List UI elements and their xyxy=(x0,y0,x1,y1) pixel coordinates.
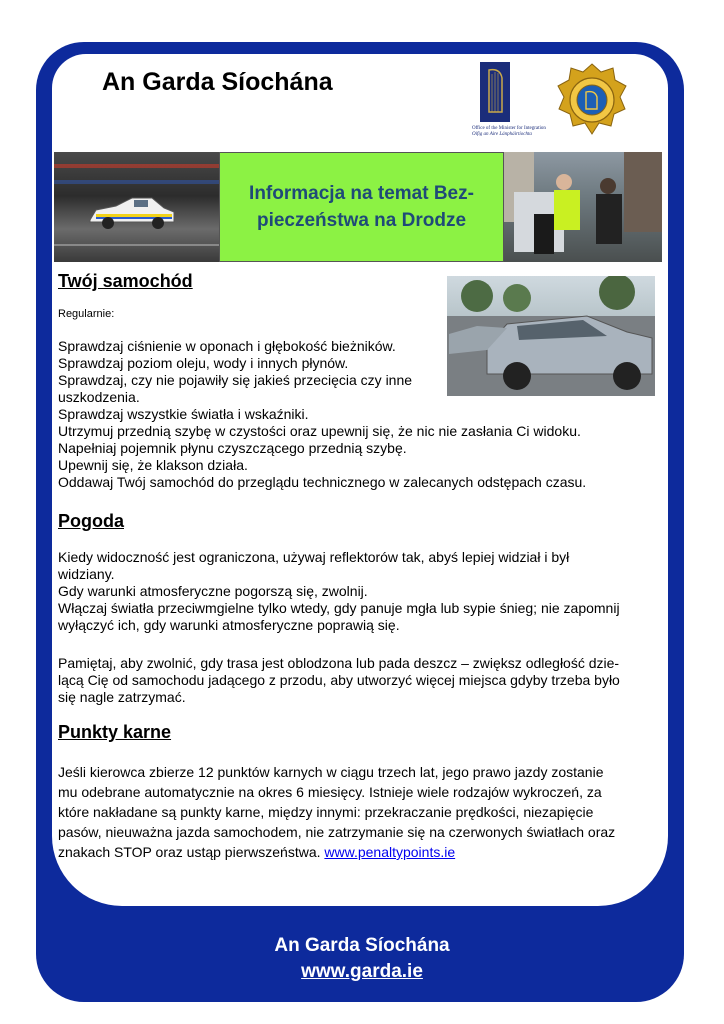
footer-title: An Garda Síochána xyxy=(274,935,450,956)
text-line: Sprawdzaj wszystkie światła i wskaźniki. xyxy=(58,406,309,422)
footer-website-link[interactable]: www.garda.ie xyxy=(301,961,423,982)
text-line: uszkodzenia. xyxy=(58,389,140,405)
text-line: pasów, nieuważna jazda samochodem, nie zatrzymanie się na czerwonych światłach oraz xyxy=(58,824,616,840)
harp-caption-irish: Oifig an Aire Lánpháirtíochta xyxy=(472,132,532,137)
text-line: mu odebrane automatycznie na okres 6 miesięcy. Istnieje wiele rodzajów wykroczeń, za xyxy=(58,784,602,800)
banner-title xyxy=(237,180,487,234)
text-line: które nakładane są punkty karne, między innymi: przekraczanie prędkości, niezapięcie xyxy=(58,804,594,820)
text-line: Utrzymuj przednią szybę w czystości oraz upewnij się, że nic nie zasłania Ci widoku. xyxy=(58,423,581,439)
text-line: Włączaj światła przeciwmgielne tylko wtedy, gdy panuje mgła lub sypie śnieg; nie zapomnij xyxy=(58,600,620,616)
banner-title-line-2: pieczeństwa na Drodze xyxy=(256,210,467,231)
police-officers-photo xyxy=(504,152,662,262)
text-line: Kiedy widoczność jest ograniczona, używaj reflektorów tak, abyś lepiej widział i był xyxy=(58,549,570,565)
section-weather-body-2 xyxy=(58,655,620,706)
text-line: Gdy warunki atmosferyczne pogorszą się, zwolnij. xyxy=(58,583,368,599)
text-line: Sprawdzaj poziom oleju, wody i innych płynów. xyxy=(58,355,349,371)
section-heading-car: Twój samochód xyxy=(58,271,193,291)
text-line: wyłączyć ich, gdy warunki atmosferyczne poprawią się. xyxy=(58,617,400,633)
section-car-intro: Regularnie: xyxy=(58,308,115,320)
banner xyxy=(54,152,662,262)
harp-caption-english: Office of the Minister for Integration xyxy=(472,126,546,131)
harp-icon xyxy=(480,62,510,122)
text-line: Upewnij się, że klakson działa. xyxy=(58,457,248,473)
section-points-body xyxy=(58,762,615,862)
banner-title-box xyxy=(219,152,504,262)
page-title: An Garda Síochána xyxy=(102,68,333,96)
banner-title-line-1: Informacja na temat Bez- xyxy=(249,183,474,204)
section-heading-points: Punkty karne xyxy=(58,722,172,742)
text-line: Napełniaj pojemnik płynu czyszczącego przednią szybę. xyxy=(58,440,407,456)
police-car-photo xyxy=(54,152,219,262)
text-line: Sprawdzaj, czy nie pojawiły się jakieś przecięcia czy inne xyxy=(58,372,413,388)
text-line: Pamiętaj, aby zwolnić, gdy trasa jest oblodzona lub pada deszcz – zwiększ odległość dzie- xyxy=(58,655,620,671)
section-car-body xyxy=(58,338,586,491)
garda-badge-icon xyxy=(555,62,629,138)
text-line-with-link xyxy=(58,842,615,862)
text-line: Sprawdzaj ciśnienie w oponach i głębokość bieżników. xyxy=(58,338,396,354)
penalty-points-link[interactable]: www.penaltypoints.ie xyxy=(324,844,456,860)
section-weather-body xyxy=(58,549,620,634)
text-line: Oddawaj Twój samochód do przeglądu technicznego w zalecanych odstępach czasu. xyxy=(58,474,587,490)
section-heading-weather: Pogoda xyxy=(58,511,124,531)
text-line: Jeśli kierowca zbierze 12 punktów karnych w ciągu trzech lat, jego prawo jazdy zostanie xyxy=(58,764,604,780)
integration-office-logo xyxy=(472,58,544,140)
text-line: widziany. xyxy=(58,566,115,582)
text-line: lącą Cię od samochodu jadącego z przodu, aby utworzyć więcej miejsca gdyby trzeba było xyxy=(58,672,620,688)
text-line-last: znakach STOP oraz ustąp pierwszeństwa. xyxy=(58,844,325,860)
text-line: się nagle zatrzymać. xyxy=(58,689,186,705)
